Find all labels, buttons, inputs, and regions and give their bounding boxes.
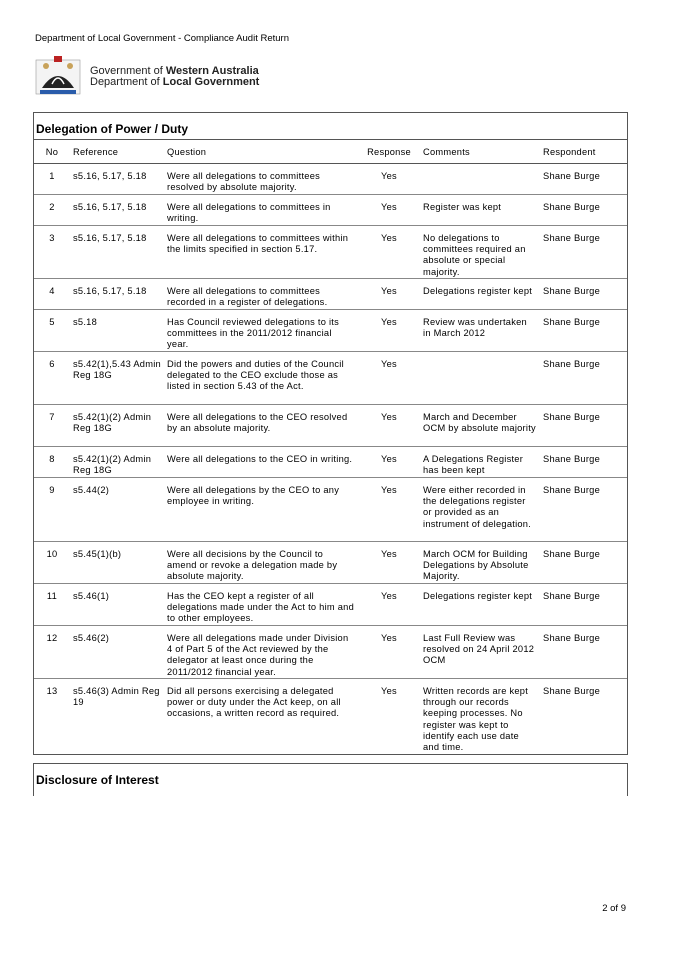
cell-question: Were all decisions by the Council to amend or revoke a delegation made by absolute majority. bbox=[164, 542, 358, 584]
cell-comments: Written records are kept through our records keeping processes. No register was kept to identify each use date and time. bbox=[423, 686, 529, 753]
cell-comments: Register was kept bbox=[420, 195, 540, 226]
table-row bbox=[34, 626, 627, 679]
cell-comments: No delegations to committees required an absolute or special majority. bbox=[420, 226, 540, 279]
cell-no: 8 bbox=[34, 447, 70, 478]
cell-reference: s5.45(1)(b) bbox=[70, 542, 164, 584]
cell-reference: s5.42(1),5.43 Admin Reg 18G bbox=[70, 352, 164, 405]
cell-comments bbox=[420, 352, 540, 405]
document-header: Department of Local Government - Compliance Audit Return bbox=[35, 33, 289, 44]
cell-respondent: Shane Burge bbox=[540, 279, 627, 310]
cell-no: 5 bbox=[34, 310, 70, 352]
logo-text: Government of Western Australia Department of Local Government bbox=[90, 65, 260, 88]
cell-no: 11 bbox=[34, 584, 70, 626]
cell-response: Yes bbox=[358, 626, 420, 679]
column-header-reference: Reference bbox=[70, 140, 164, 164]
cell-no: 3 bbox=[34, 226, 70, 279]
cell-reference: s5.44(2) bbox=[70, 478, 164, 542]
cell-reference: s5.16, 5.17, 5.18 bbox=[70, 226, 164, 279]
cell-respondent: Shane Burge bbox=[540, 447, 627, 478]
cell-question: Did all persons exercising a delegated power or duty under the Act keep, on all occasions, a written record as required. bbox=[167, 686, 341, 719]
cell-respondent: Shane Burge bbox=[540, 164, 627, 195]
cell-respondent: Shane Burge bbox=[540, 542, 627, 584]
table-header-row bbox=[34, 140, 627, 164]
cell-response: Yes bbox=[358, 405, 420, 447]
cell-question: Has Council reviewed delegations to its committees in the 2011/2012 financial year. bbox=[164, 310, 358, 352]
table-row bbox=[34, 679, 627, 754]
cell-reference: s5.46(2) bbox=[70, 626, 164, 679]
cell-comments: Delegations register kept bbox=[420, 584, 540, 626]
cell-question: Were all delegations by the CEO to any employee in writing. bbox=[164, 478, 358, 542]
cell-respondent: Shane Burge bbox=[540, 195, 627, 226]
table-row bbox=[34, 195, 627, 226]
cell-response: Yes bbox=[358, 542, 420, 584]
cell-no: 4 bbox=[34, 279, 70, 310]
cell-response: Yes bbox=[381, 686, 397, 696]
cell-reference: s5.16, 5.17, 5.18 bbox=[70, 279, 164, 310]
cell-response: Yes bbox=[358, 164, 420, 195]
cell-no: 7 bbox=[34, 405, 70, 447]
cell-question: Were all delegations to committees recorded in a register of delegations. bbox=[164, 279, 358, 310]
cell-response: Yes bbox=[358, 195, 420, 226]
cell-response: Yes bbox=[358, 478, 420, 542]
cell-reference: s5.18 bbox=[70, 310, 164, 352]
audit-table bbox=[34, 140, 627, 754]
table-row bbox=[34, 310, 627, 352]
cell-question: Were all delegations to the CEO in writing. bbox=[164, 447, 358, 478]
cell-question: Were all delegations to the CEO resolved by an absolute majority. bbox=[164, 405, 358, 447]
disclosure-section bbox=[33, 763, 628, 796]
cell-comments: Were either recorded in the delegations register or provided as an instrument of delegation. bbox=[420, 478, 540, 542]
cell-reference: s5.16, 5.17, 5.18 bbox=[70, 164, 164, 195]
cell-comments: Review was undertaken in March 2012 bbox=[420, 310, 540, 352]
cell-reference: s5.46(1) bbox=[70, 584, 164, 626]
cell-no: 1 bbox=[34, 164, 70, 195]
table-row bbox=[34, 226, 627, 279]
cell-comments: March and December OCM by absolute majority bbox=[420, 405, 540, 447]
cell-question: Has the CEO kept a register of all delegations made under the Act to him and to other employees. bbox=[164, 584, 358, 626]
cell-reference: s5.46(3) Admin Reg 19 bbox=[73, 686, 160, 708]
section-title: Delegation of Power / Duty bbox=[34, 113, 627, 140]
table-row bbox=[34, 279, 627, 310]
cell-respondent: Shane Burge bbox=[540, 626, 627, 679]
cell-no: 9 bbox=[34, 478, 70, 542]
cell-question: Did the powers and duties of the Council delegated to the CEO exclude those as listed in section 5.43 of the Act. bbox=[164, 352, 358, 405]
table-row bbox=[34, 478, 627, 542]
delegation-section bbox=[33, 112, 628, 755]
table-row bbox=[34, 584, 627, 626]
cell-no: 13 bbox=[46, 686, 58, 696]
cell-comments: March OCM for Building Delegations by Absolute Majority. bbox=[420, 542, 540, 584]
table-row bbox=[34, 405, 627, 447]
cell-no: 2 bbox=[34, 195, 70, 226]
cell-response: Yes bbox=[358, 226, 420, 279]
cell-question: Were all delegations to committees within the limits specified in section 5.17. bbox=[164, 226, 358, 279]
cell-question: Were all delegations to committees resolved by absolute majority. bbox=[164, 164, 358, 195]
cell-comments: Last Full Review was resolved on 24 April 2012 OCM bbox=[420, 626, 540, 679]
cell-reference: s5.42(1)(2) Admin Reg 18G bbox=[70, 447, 164, 478]
cell-response: Yes bbox=[358, 279, 420, 310]
cell-no: 12 bbox=[34, 626, 70, 679]
crest-icon bbox=[34, 54, 86, 98]
column-header-comments: Comments bbox=[420, 140, 540, 164]
page-number: 2 of 9 bbox=[602, 903, 626, 914]
cell-respondent: Shane Burge bbox=[540, 405, 627, 447]
cell-reference: s5.16, 5.17, 5.18 bbox=[70, 195, 164, 226]
cell-reference: s5.42(1)(2) Admin Reg 18G bbox=[70, 405, 164, 447]
cell-response: Yes bbox=[358, 447, 420, 478]
section-title: Disclosure of Interest bbox=[36, 773, 159, 787]
column-header-no: No bbox=[34, 140, 70, 164]
cell-no: 6 bbox=[34, 352, 70, 405]
cell-respondent: Shane Burge bbox=[540, 584, 627, 626]
cell-response: Yes bbox=[358, 352, 420, 405]
cell-comments: A Delegations Register has been kept bbox=[420, 447, 540, 478]
column-header-question: Question bbox=[164, 140, 358, 164]
cell-respondent: Shane Burge bbox=[540, 352, 627, 405]
column-header-response: Response bbox=[358, 140, 420, 164]
cell-comments: Delegations register kept bbox=[420, 279, 540, 310]
cell-no: 10 bbox=[34, 542, 70, 584]
cell-response: Yes bbox=[358, 584, 420, 626]
column-header-respondent: Respondent bbox=[540, 140, 627, 164]
cell-respondent: Shane Burge bbox=[543, 686, 601, 696]
cell-response: Yes bbox=[358, 310, 420, 352]
cell-respondent: Shane Burge bbox=[540, 478, 627, 542]
cell-respondent: Shane Burge bbox=[540, 226, 627, 279]
table-row bbox=[34, 352, 627, 405]
cell-comments bbox=[420, 164, 540, 195]
table-row bbox=[34, 447, 627, 478]
cell-question: Were all delegations made under Division 4 of Part 5 of the Act reviewed by the delegator at least once during the 2011/2012 financial year. bbox=[164, 626, 358, 679]
cell-respondent: Shane Burge bbox=[540, 310, 627, 352]
table-row bbox=[34, 542, 627, 584]
cell-question: Were all delegations to committees in writing. bbox=[164, 195, 358, 226]
table-row bbox=[34, 164, 627, 195]
government-logo bbox=[34, 54, 274, 98]
